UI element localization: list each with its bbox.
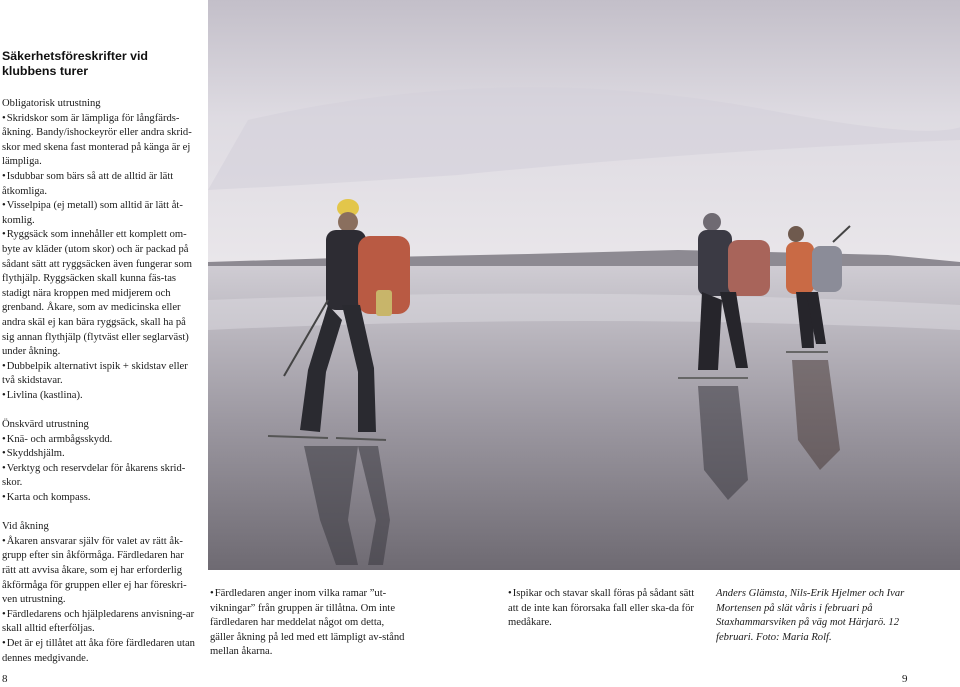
list-item: • Skyddshjälm.: [2, 447, 200, 462]
left-column: [2, 97, 200, 681]
list-item: • Dubbelpik alternativt ispik + skidstav eller två skidstavar.: [2, 360, 200, 389]
page-number-left: 8: [2, 673, 8, 685]
list-item: • Färdledarens och hjälpledarens anvisning-ar skall alltid efterföljas.: [2, 608, 200, 637]
article-title: Säkerhetsföreskrifter vid klubbens turer: [2, 49, 149, 79]
desired-section: [2, 418, 200, 506]
list-item: • Knä- och armbågsskydd.: [2, 433, 200, 448]
list-item: • Skridskor som är lämpliga för långfärds-åkning. Bandy/ishockeyrör eller andra skrid-skor med skena fast monterad på känga är ej lämpliga.: [2, 112, 200, 170]
right-column: [508, 587, 704, 631]
middle-column: [210, 587, 406, 660]
list-item: • Ryggsäck som innehåller ett komplett om-byte av kläder (utom skor) och är packad på sådant sätt att ryggsäcken även fungerar som flythjälp. Ryggsäcken skall kunna fäs-tas stadigt nära kroppen med midjerem och grenband. Åkare, som av medicinska eller andra skäl ej kan bära ryggsäck, skall ha på sig annan flythjälp (flytväst eller seglarväst) under åkning.: [2, 228, 200, 359]
list-item: • Det är ej tillåtet att åka före färdledaren utan dennes medgivande.: [2, 637, 200, 666]
list-item: • Ispikar och stavar skall föras på sådant sätt att de inte kan förorsaka fall eller ska-da för medåkare.: [508, 587, 704, 631]
list-item: • Åkaren ansvarar själv för valet av rätt åk-grupp efter sin åkförmåga. Färdledaren har rätt att avvisa åkare, som ej har erforderlig åkförmåga för gruppen eller ej har föreskri-ven utrustning.: [2, 535, 200, 608]
list-item: • Färdledaren anger inom vilka ramar ”ut-vikningar” från gruppen är tillåtna. Om inte färdledaren har meddelat något om detta, gäller åkning på led med ett lämpligt av-stånd mellan åkarna.: [210, 587, 406, 660]
photo-ice-skaters: [208, 0, 960, 570]
obligatory-heading: Obligatorisk utrustning: [2, 98, 101, 109]
obligatory-section: [2, 97, 200, 403]
list-item: • Karta och kompass.: [2, 491, 200, 506]
photo-caption: Anders Glämsta, Nils-Erik Hjelmer och Ivar Mortensen på slät våris i februari på Staxhammarsviken på väg mot Härjarö. 12 februari. Foto: Maria Rolf.: [716, 588, 905, 643]
list-item: • Verktyg och reservdelar för åkarens skrid-skor.: [2, 462, 200, 491]
list-item: • Isdubbar som bärs så att de alltid är lätt åtkomliga.: [2, 170, 200, 199]
list-item: • Visselpipa (ej metall) som alltid är lätt åt-komlig.: [2, 199, 200, 228]
page-number-right: 9: [902, 673, 908, 685]
desired-heading: Önskvärd utrustning: [2, 419, 89, 431]
skating-heading: Vid åkning: [2, 521, 49, 533]
list-item: • Livlina (kastlina).: [2, 389, 200, 404]
skating-section: [2, 520, 200, 666]
